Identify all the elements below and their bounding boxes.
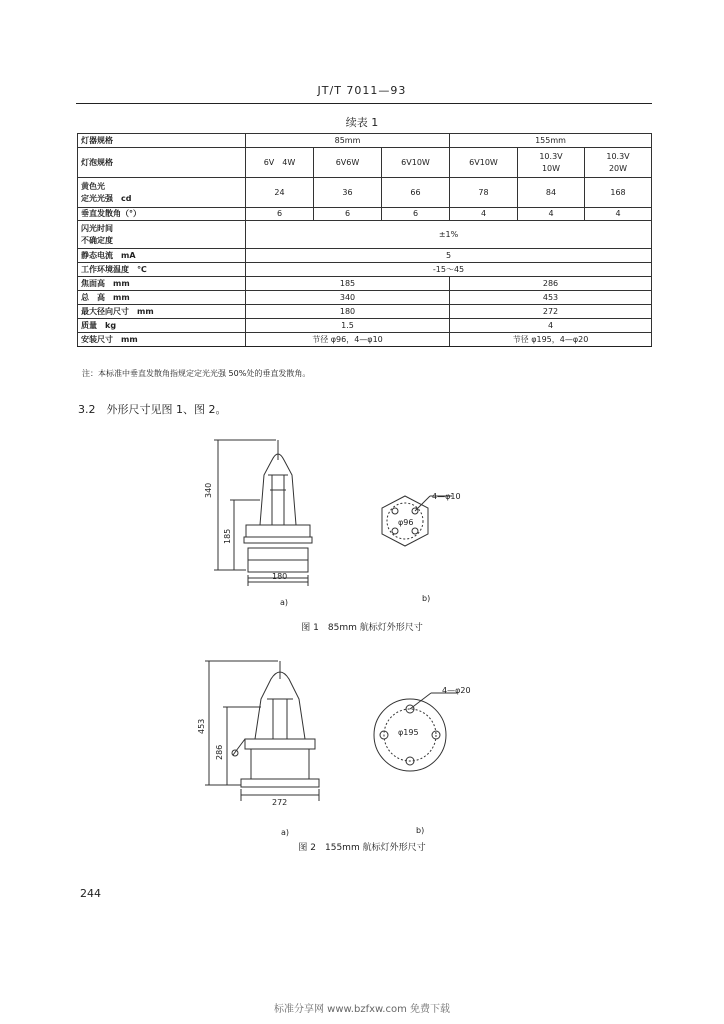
row-label: 静态电流 mA <box>78 249 246 263</box>
cell: 6 <box>246 208 314 221</box>
cell: 168 <box>585 178 652 208</box>
standard-header: JT/T 7011—93 <box>317 84 407 97</box>
fig1-pcd-label: φ96 <box>398 518 414 527</box>
fig1-base-plan-view <box>382 496 452 546</box>
row-label: 焦面高 mm <box>78 277 246 291</box>
cell: 4 <box>450 208 518 221</box>
row-label: 总 高 mm <box>78 291 246 305</box>
cell: 6V6W <box>314 148 382 178</box>
table-row <box>78 319 652 333</box>
cell: 6V 4W <box>246 148 314 178</box>
cell: 4 <box>585 208 652 221</box>
table-row <box>78 134 652 148</box>
row-label <box>78 178 246 208</box>
figure-1-drawing <box>200 430 460 610</box>
table-row <box>78 148 652 178</box>
fig2-lamp-side-view <box>232 661 319 787</box>
cell: 340 <box>246 291 450 305</box>
row-label: 工作环境温度 ℃ <box>78 263 246 277</box>
fig1-label-b: b) <box>422 594 431 603</box>
cell: 节径 φ96，4—φ10 <box>246 333 450 347</box>
cell: 4 <box>450 319 652 333</box>
table-row <box>78 208 652 221</box>
cell-line: 20W <box>608 163 628 173</box>
label-line: 黄色光 <box>81 181 105 191</box>
cell: 453 <box>450 291 652 305</box>
fig1-dim-width: 180 <box>272 572 288 581</box>
fig1-dim-focal: 185 <box>223 528 232 544</box>
fig2-dim-total: 453 <box>197 718 206 734</box>
table-row <box>78 263 652 277</box>
fig2-dim-focal: 286 <box>215 744 224 760</box>
cell: 1.5 <box>246 319 450 333</box>
cell-line: 10.3V <box>539 151 563 161</box>
watermark-footer: 标准分享网 www.bzfxw.com 免费下载 <box>274 1004 450 1015</box>
table-row <box>78 305 652 319</box>
row-label <box>78 221 246 249</box>
cell: 4 <box>518 208 585 221</box>
row-label: 灯泡规格 <box>78 148 246 178</box>
row-label: 最大径向尺寸 mm <box>78 305 246 319</box>
cell: 24 <box>246 178 314 208</box>
cell <box>585 148 652 178</box>
label-line: 闪光时间 <box>81 223 113 233</box>
fig1-hole-label: 4—φ10 <box>432 492 461 501</box>
spec-table <box>77 133 652 347</box>
cell: 6V10W <box>382 148 450 178</box>
row-label: 灯器规格 <box>78 134 246 148</box>
page-number: 244 <box>80 887 101 900</box>
table-row <box>78 249 652 263</box>
cell-line: 10W <box>541 163 561 173</box>
fig1-dim-total: 340 <box>204 482 213 498</box>
fig2-hole-label: 4—φ20 <box>442 686 471 695</box>
cell: ±1% <box>246 221 652 249</box>
table-row <box>78 277 652 291</box>
cell: 节径 φ195，4—φ20 <box>450 333 652 347</box>
cell: 78 <box>450 178 518 208</box>
cell: 5 <box>246 249 652 263</box>
row-label: 垂直发散角（°） <box>78 208 246 221</box>
figure-2-caption: 图 2 155mm 航标灯外形尺寸 <box>298 843 426 853</box>
fig2-dim-width: 272 <box>272 798 288 807</box>
table-row <box>78 333 652 347</box>
table-caption: 续表 1 <box>345 116 379 129</box>
cell: 84 <box>518 178 585 208</box>
table-row <box>78 178 652 208</box>
table-row <box>78 291 652 305</box>
cell: 85mm <box>246 134 450 148</box>
fig2-label-b: b) <box>416 826 425 835</box>
cell: -15～45 <box>246 263 652 277</box>
figure-2-drawing <box>195 655 475 830</box>
fig2-pcd-label: φ195 <box>398 728 419 737</box>
fig2-dimension-lines <box>205 661 319 801</box>
cell: 272 <box>450 305 652 319</box>
fig2-label-a: a) <box>281 828 290 837</box>
section-3-2: 3.2 外形尺寸见图 1、图 2。 <box>78 403 227 416</box>
figure-1-caption: 图 1 85mm 航标灯外形尺寸 <box>301 623 423 633</box>
label-line: 定光光强 cd <box>81 193 132 203</box>
row-label: 安装尺寸 mm <box>78 333 246 347</box>
table-row <box>78 221 652 249</box>
cell: 155mm <box>450 134 652 148</box>
cell-line: 10.3V <box>606 151 630 161</box>
cell: 286 <box>450 277 652 291</box>
cell <box>518 148 585 178</box>
cell: 6 <box>314 208 382 221</box>
fig1-lamp-side-view <box>244 440 312 578</box>
label-line: 不确定度 <box>81 235 113 245</box>
header-rule <box>76 103 652 104</box>
cell: 185 <box>246 277 450 291</box>
cell: 180 <box>246 305 450 319</box>
table-note: 注：本标准中垂直发散角指规定定光光强 50%处的垂直发散角。 <box>82 369 311 378</box>
fig1-label-a: a) <box>280 598 289 607</box>
cell: 66 <box>382 178 450 208</box>
cell: 6 <box>382 208 450 221</box>
cell: 36 <box>314 178 382 208</box>
row-label: 质量 kg <box>78 319 246 333</box>
cell: 6V10W <box>450 148 518 178</box>
